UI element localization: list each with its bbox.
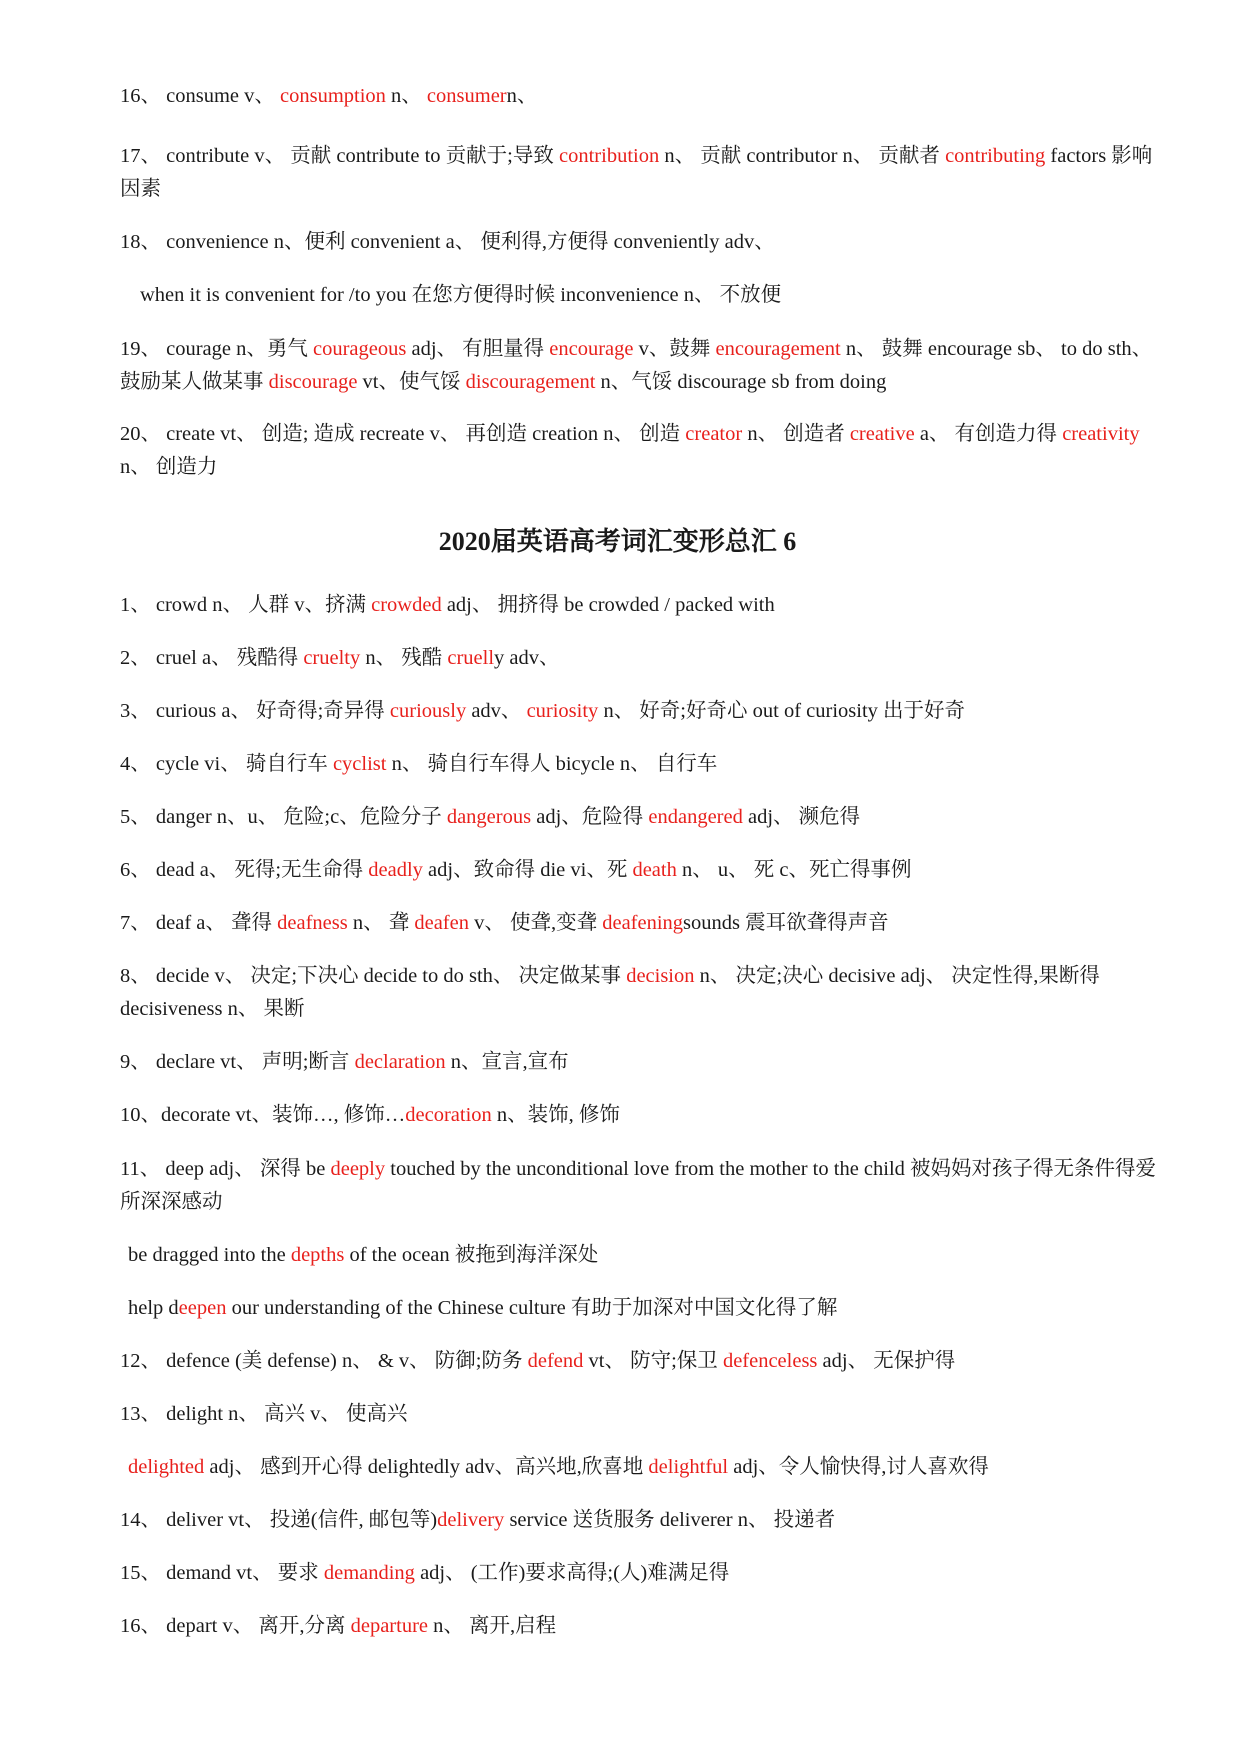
highlighted-word: declaration xyxy=(354,1051,446,1073)
entry-text: service 送货服务 deliverer n、 投递者 xyxy=(504,1509,836,1531)
entry-text: when it is convenient for /to you 在您方便得时候 inconvenience n、 不放便 xyxy=(140,284,782,306)
entry-text: 16、 depart v、 离开,分离 xyxy=(120,1615,351,1637)
highlighted-word: depths xyxy=(290,1244,345,1266)
entry-18-continuation xyxy=(140,279,1180,312)
entry-5 xyxy=(120,801,1160,834)
highlighted-word: deadly xyxy=(368,859,423,881)
highlighted-word: departure xyxy=(350,1615,429,1637)
entry-text: 2、 cruel a、 残酷得 xyxy=(120,647,304,669)
highlighted-word: creator xyxy=(685,423,743,445)
entry-text: 17、 contribute v、 贡献 contribute to 贡献于;导致 xyxy=(120,145,559,167)
entry-text: 6、 dead a、 死得;无生命得 xyxy=(120,859,369,881)
highlighted-word: deafening xyxy=(602,912,684,934)
highlighted-word: deafen xyxy=(414,912,469,934)
entry-text: n、 决定;决心 decisive adj、 决定性得,果断得 decisiveness n、 果断 xyxy=(120,965,1100,1020)
entry-2 xyxy=(120,642,1160,675)
entry-text: n、 鼓舞 encourage sb、 to do sth、鼓励某人做某事 xyxy=(120,338,1153,393)
entry-text: adj、 濒危得 xyxy=(742,806,861,828)
entry-text: n、装饰, 修饰 xyxy=(491,1104,620,1126)
highlighted-word: defenceless xyxy=(722,1350,818,1372)
entry-16 xyxy=(120,80,1160,113)
highlighted-word: dangerous xyxy=(446,806,532,828)
entry-text: 16、 consume v、 xyxy=(120,85,280,107)
highlighted-word: curiosity xyxy=(526,700,599,722)
entry-text: 19、 courage n、勇气 xyxy=(120,338,313,360)
entry-text: 4、 cycle vi、 骑自行车 xyxy=(120,753,333,775)
entry-text: adj、 感到开心得 delightedly adv、高兴地,欣喜地 xyxy=(204,1456,649,1478)
entry-text: n、 u、 死 c、死亡得事例 xyxy=(676,859,912,881)
entry-3 xyxy=(120,695,1160,728)
entry-text: a、 有创造力得 xyxy=(914,423,1063,445)
entry-text: 8、 decide v、 决定;下决心 decide to do sth、 决定做某事 xyxy=(120,965,627,987)
entry-text: adj、 (工作)要求高得;(人)难满足得 xyxy=(414,1562,730,1584)
entry-text: of the ocean 被拖到海洋深处 xyxy=(344,1244,599,1266)
highlighted-word: discouragement xyxy=(465,371,596,393)
entry-7 xyxy=(120,907,1160,940)
highlighted-word: decision xyxy=(626,965,695,987)
entry-text: n、 创造者 xyxy=(742,423,850,445)
highlighted-word: cruell xyxy=(447,647,495,669)
entry-text: adv、 xyxy=(466,700,527,722)
entry-text: be dragged into the xyxy=(128,1244,291,1266)
highlighted-word: contributing xyxy=(945,145,1046,167)
entry-text: 10、decorate vt、装饰…, 修饰… xyxy=(120,1104,406,1126)
entry-text: vt、 防守;保卫 xyxy=(583,1350,723,1372)
highlighted-word: cyclist xyxy=(332,753,387,775)
entry-text: n、 贡献 contributor n、 贡献者 xyxy=(659,145,946,167)
highlighted-word: endangered xyxy=(648,806,743,828)
entry-text: adj、危险得 xyxy=(531,806,649,828)
entry-text: 18、 convenience n、便利 convenient a、 便利得,方便得 conveniently adv、 xyxy=(120,231,775,253)
highlighted-word: defend xyxy=(527,1350,584,1372)
entry-text: 12、 defence (美 defense) n、 & v、 防御;防务 xyxy=(120,1350,528,1372)
highlighted-word: death xyxy=(632,859,677,881)
highlighted-word: discourage xyxy=(268,371,358,393)
entry-text: n、 xyxy=(385,85,427,107)
entry-text: 11、 deep adj、 深得 be xyxy=(120,1158,331,1180)
entry-text: 14、 deliver vt、 投递(信件, 邮包等) xyxy=(120,1509,438,1531)
highlighted-word: consumption xyxy=(280,85,386,107)
highlighted-word: delightful xyxy=(648,1456,729,1478)
entry-17 xyxy=(120,140,1160,206)
highlighted-word: curiously xyxy=(389,700,467,722)
entry-text: adj、 无保护得 xyxy=(817,1350,956,1372)
entry-text: n、 聋 xyxy=(347,912,415,934)
highlighted-word: courageous xyxy=(313,338,407,360)
highlighted-word: deafness xyxy=(277,912,348,934)
entry-19 xyxy=(120,333,1160,399)
highlighted-word: demanding xyxy=(323,1562,415,1584)
entry-11-deepen xyxy=(128,1292,1168,1325)
entry-8 xyxy=(120,960,1160,1026)
entry-16-depart xyxy=(120,1610,1160,1643)
entry-text: help d xyxy=(128,1297,179,1319)
entry-4 xyxy=(120,748,1160,781)
entry-text: n、 离开,启程 xyxy=(428,1615,557,1637)
highlighted-word: delighted xyxy=(128,1456,205,1478)
entry-text: n、 骑自行车得人 bicycle n、 自行车 xyxy=(386,753,718,775)
entry-text: 7、 deaf a、 聋得 xyxy=(120,912,278,934)
section-title: 2020届英语高考词汇变形总汇 6 xyxy=(438,527,797,556)
entry-text: n、宣言,宣布 xyxy=(445,1051,569,1073)
highlighted-word: encourage xyxy=(549,338,634,360)
entry-13 xyxy=(120,1398,1160,1431)
entry-20 xyxy=(120,418,1160,484)
highlighted-word: deeply xyxy=(330,1158,386,1180)
entry-text: v、 使聋,变聋 xyxy=(468,912,603,934)
entry-11 xyxy=(120,1153,1160,1219)
entry-text: n、 好奇;好奇心 out of curiosity 出于好奇 xyxy=(598,700,966,722)
entry-text: 20、 create vt、 创造; 造成 recreate v、 再创造 creation n、 创造 xyxy=(120,423,686,445)
highlighted-word: creativity xyxy=(1062,423,1140,445)
entry-text: n、 创造力 xyxy=(120,456,218,478)
entry-text: n、 xyxy=(506,85,538,107)
entry-text: 3、 curious a、 好奇得;奇异得 xyxy=(120,700,390,722)
entry-text: adj、致命得 die vi、死 xyxy=(422,859,633,881)
entry-13-continuation xyxy=(128,1451,1168,1484)
entry-18 xyxy=(120,226,1160,259)
entry-10 xyxy=(120,1099,1160,1132)
highlighted-word: decoration xyxy=(405,1104,492,1126)
entry-12 xyxy=(120,1345,1160,1378)
entry-6 xyxy=(120,854,1160,887)
entry-text: adj、 有胆量得 xyxy=(406,338,550,360)
highlighted-word: cruelty xyxy=(303,647,361,669)
entry-text: y adv、 xyxy=(494,647,560,669)
entry-text: our understanding of the Chinese culture 有助于加深对中国文化得了解 xyxy=(226,1297,838,1319)
highlighted-word: contribution xyxy=(559,145,660,167)
entry-1 xyxy=(120,589,1160,622)
entry-14 xyxy=(120,1504,1160,1537)
entry-15 xyxy=(120,1557,1160,1590)
entry-text: adj、令人愉快得,讨人喜欢得 xyxy=(728,1456,989,1478)
entry-text: touched by the unconditional love from the mother to the child 被妈妈对孩子得无条件得爱所深深感动 xyxy=(120,1158,1157,1213)
entry-text: v、鼓舞 xyxy=(633,338,716,360)
entry-9 xyxy=(120,1046,1160,1079)
highlighted-word: crowded xyxy=(371,594,442,616)
entry-text: vt、使气馁 xyxy=(357,371,466,393)
entry-11-depths xyxy=(128,1239,1168,1272)
entry-text: 5、 danger n、u、 危险;c、危险分子 xyxy=(120,806,447,828)
entry-text: adj、 拥挤得 be crowded / packed with xyxy=(441,594,775,616)
entry-text: 13、 delight n、 高兴 v、 使高兴 xyxy=(120,1403,408,1425)
highlighted-word: consumer xyxy=(426,85,507,107)
entry-text: 9、 declare vt、 声明;断言 xyxy=(120,1051,355,1073)
entry-text: sounds 震耳欲聋得声音 xyxy=(683,912,889,934)
entry-text: factors 影响因素 xyxy=(120,145,1153,200)
highlighted-word: delivery xyxy=(437,1509,505,1531)
entry-text: 15、 demand vt、 要求 xyxy=(120,1562,324,1584)
highlighted-word: eepen xyxy=(178,1297,227,1319)
entry-text: n、 残酷 xyxy=(360,647,448,669)
highlighted-word: creative xyxy=(849,423,915,445)
entry-text: n、气馁 discourage sb from doing xyxy=(595,371,887,393)
entry-text: 1、 crowd n、 人群 v、挤满 xyxy=(120,594,372,616)
highlighted-word: encouragement xyxy=(715,338,841,360)
